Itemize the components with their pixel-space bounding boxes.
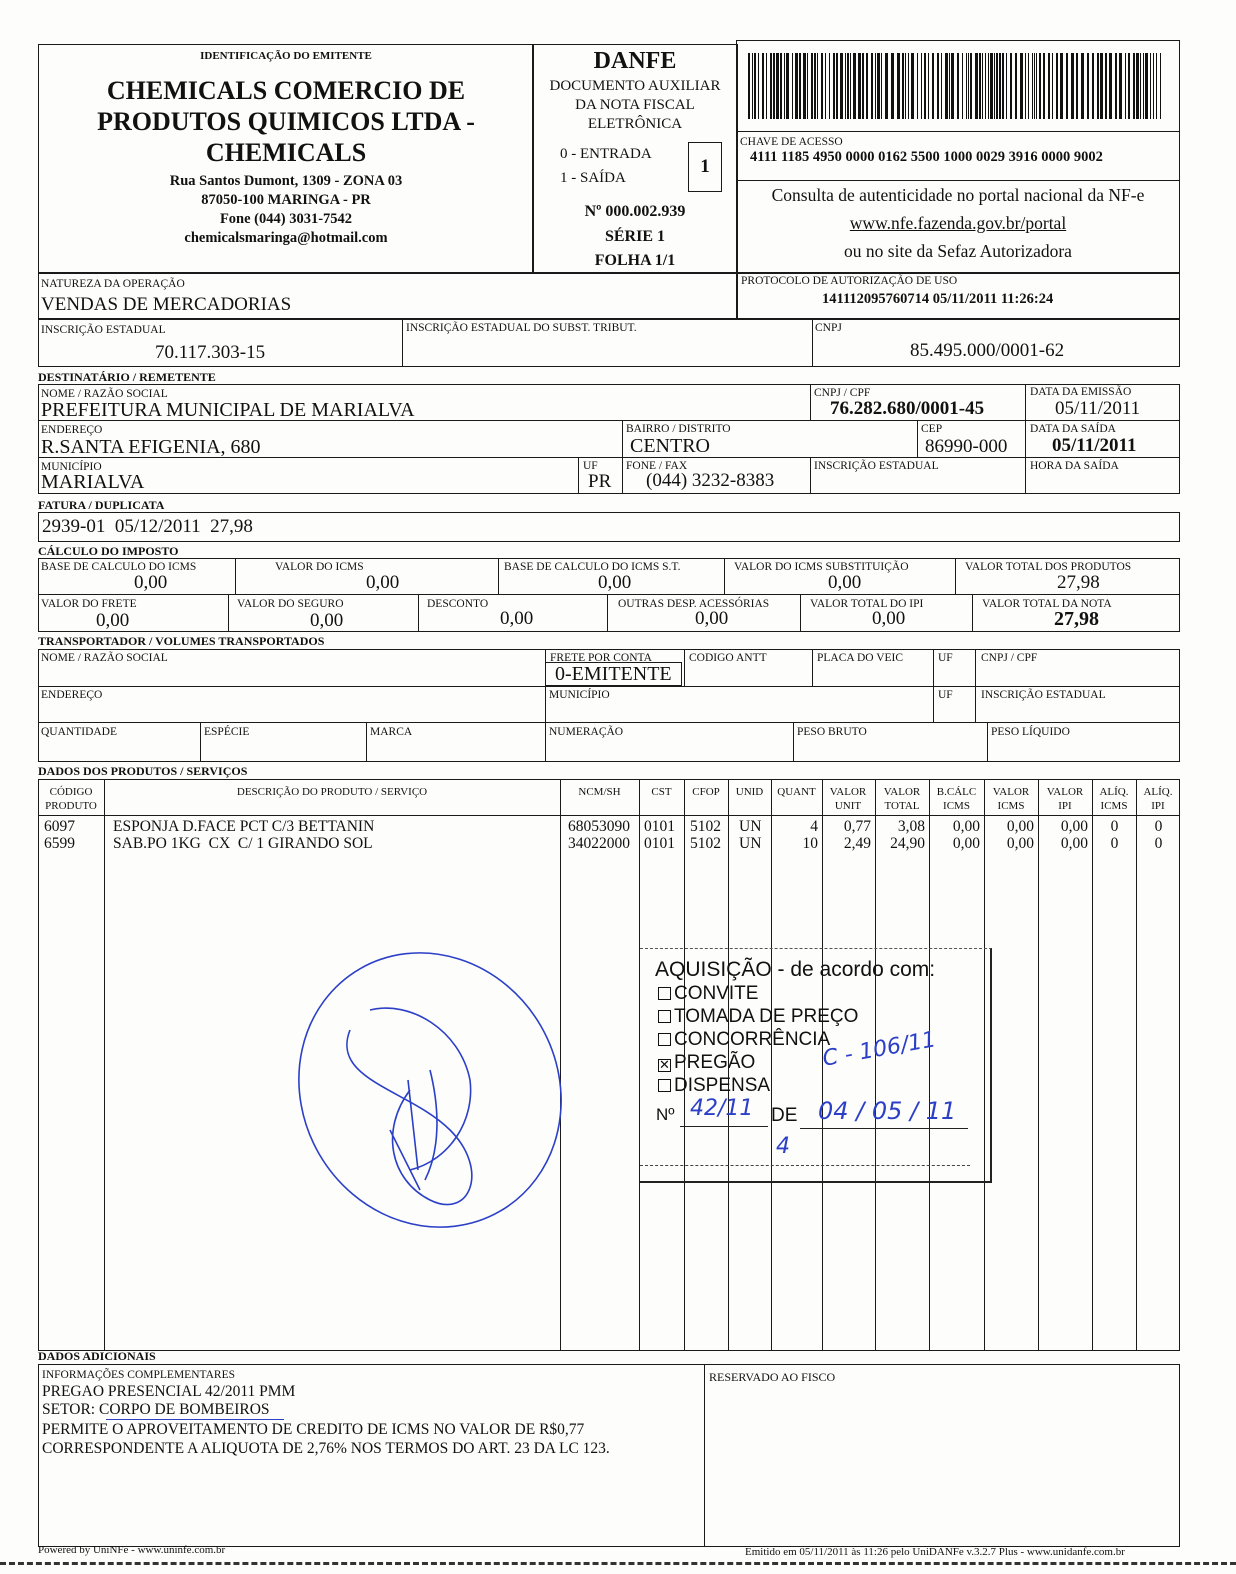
checkbox-convite (658, 987, 671, 1000)
emitente-email: chemicalsmaringa@hotmail.com (184, 230, 388, 246)
barcode-bar (807, 53, 808, 119)
stamp-opt4-label: PREGÃO (674, 1052, 756, 1073)
barcode-bar (1028, 53, 1029, 119)
natureza-value: VENDAS DE MERCADORIAS (41, 294, 292, 315)
barcode-bar (999, 53, 1001, 119)
row1-cst: 0101 (644, 835, 675, 852)
barcode-bar (762, 53, 764, 119)
footer-left: Powered by UniNFe - www.uninfe.com.br (38, 1544, 226, 1556)
danfe-subtitle1: DOCUMENTO AUXILIAR (549, 78, 721, 94)
produtos-section: DADOS DOS PRODUTOS / SERVIÇOS (38, 764, 248, 778)
transp-antt-label: CODIGO ANTT (689, 652, 767, 664)
barcode-bar (962, 53, 963, 119)
barcode-bar (786, 53, 789, 119)
row0-quant: 4 (810, 818, 818, 835)
danfe-title: DANFE (593, 48, 677, 74)
barcode-bar (1002, 53, 1004, 119)
barcode-bar (1115, 53, 1117, 119)
total-nota: 27,98 (1054, 608, 1099, 630)
stamp-opt-convite (658, 983, 758, 1005)
valor-icms-label: VALOR DO ICMS (275, 561, 364, 573)
signature (290, 940, 580, 1250)
barcode-bar (829, 53, 830, 119)
transp-frete: 0-EMITENTE (555, 663, 672, 685)
barcode-bar (985, 53, 986, 119)
info-label: INFORMAÇÕES COMPLEMENTARES (42, 1369, 236, 1381)
emitente-city: 87050-100 MARINGA - PR (201, 192, 371, 208)
row0-codigo: 6097 (44, 818, 75, 835)
info-line2: SETOR: CORPO DE BOMBEIROS (42, 1401, 270, 1418)
transp-uf2-label: UF (938, 689, 953, 701)
produtos-box (38, 779, 1180, 1351)
dest-cep-label: CEP (921, 423, 943, 435)
outras: 0,00 (695, 608, 729, 629)
perforation-line (0, 1562, 1236, 1565)
barcode-bar (1136, 53, 1139, 119)
barcode-bar (840, 53, 843, 119)
stamp-opt-concorrencia (658, 1029, 830, 1051)
barcode-bar (1020, 53, 1023, 119)
transp-nome-label: NOME / RAZÃO SOCIAL (41, 652, 168, 664)
barcode-bar (905, 53, 906, 119)
barcode-bars (748, 53, 1161, 119)
row0-aicms: 0 (1110, 818, 1119, 835)
barcode-bar (917, 53, 918, 119)
danfe-subtitle2: DA NOTA FISCAL (575, 97, 695, 113)
dest-bairro: CENTRO (630, 435, 710, 457)
transp-peso-liquido-label: PESO LÍQUIDO (991, 726, 1070, 738)
dest-bairro-label: BAIRRO / DISTRITO (626, 423, 731, 435)
total-nota-label: VALOR TOTAL DA NOTA (982, 598, 1112, 610)
checkbox-concorrencia (658, 1033, 671, 1046)
base-st-label: BASE DE CALCULO DO ICMS S.T. (504, 561, 681, 573)
barcode-bar (766, 53, 767, 119)
barcode-bar (1052, 53, 1053, 119)
transp-endereco-label: ENDEREÇO (41, 689, 103, 701)
barcode-bar (968, 53, 969, 119)
row1-codigo: 6599 (44, 835, 75, 852)
outras-label: OUTRAS DESP. ACESSÓRIAS (618, 598, 770, 610)
row0-ncm: 68053090 (568, 818, 630, 835)
row1-bcalc: 0,00 (952, 835, 980, 852)
frete: 0,00 (96, 610, 130, 631)
hdr-aicms: ALÍQ. ICMS (1099, 786, 1129, 812)
transp-placa-label: PLACA DO VEIC (817, 652, 904, 664)
destinatario-section: DESTINATÁRIO / REMETENTE (38, 370, 216, 384)
danfe-saida: 1 - SAÍDA (560, 170, 626, 186)
stamp-opt5-label: DISPENSA (674, 1075, 771, 1096)
dest-municipio: MARIALVA (41, 471, 145, 493)
barcode-bar (1128, 53, 1130, 119)
total-prod-label: VALOR TOTAL DOS PRODUTOS (965, 561, 1132, 573)
barcode-bar (1071, 53, 1074, 119)
barcode-bar (1119, 53, 1122, 119)
row1-vunit: 2,49 (843, 835, 871, 852)
barcode-bar (833, 53, 835, 119)
emitente-name-line3: CHEMICALS (205, 138, 367, 167)
ie-st-label: INSCRIÇÃO ESTADUAL DO SUBST. TRIBUT. (406, 322, 637, 334)
seguro: 0,00 (310, 610, 344, 631)
row1-quant: 10 (802, 835, 818, 852)
barcode-bar (1087, 53, 1089, 119)
transp-peso-bruto-label: PESO BRUTO (797, 726, 867, 738)
barcode-bar (982, 53, 983, 119)
row1-aipi: 0 (1154, 835, 1163, 852)
barcode-bar (966, 53, 967, 119)
valor-st-label: VALOR DO ICMS SUBSTITUIÇÃO (734, 561, 909, 573)
barcode-bar (853, 53, 856, 119)
barcode-bar (1076, 53, 1078, 119)
total-prod: 27,98 (1057, 572, 1100, 593)
barcode-bar (792, 53, 793, 119)
barcode-bar (897, 53, 900, 119)
emitente-phone: Fone (044) 3031-7542 (219, 211, 353, 227)
transp-especie-label: ESPÉCIE (204, 726, 250, 738)
base-icms-label: BASE DE CALCULO DO ICMS (41, 561, 197, 573)
barcode-bar (945, 53, 948, 119)
row1-vipi: 0,00 (1060, 835, 1088, 852)
checkbox-pregao-checked: ✕ (659, 1057, 670, 1072)
imposto-section: CÁLCULO DO IMPOSTO (38, 544, 179, 558)
info-line4: CORRESPONDENTE A ALIQUOTA DE 2,76% NOS TERMOS DO ART. 23 DA LC 123. (42, 1440, 610, 1457)
dest-fone-label: FONE / FAX (626, 460, 688, 472)
transporte-section: TRANSPORTADOR / VOLUMES TRANSPORTADOS (38, 634, 325, 648)
danfe-folha: FOLHA 1/1 (594, 252, 676, 269)
barcode-bar (1006, 53, 1007, 119)
barcode-bar (951, 53, 954, 119)
barcode-bar (825, 53, 826, 119)
stamp-no-line (680, 1126, 768, 1127)
dest-nome: PREFEITURA MUNICIPAL DE MARIALVA (41, 399, 415, 421)
frete-label: VALOR DO FRETE (41, 598, 137, 610)
checkbox-tomada (658, 1010, 671, 1023)
barcode-bar (752, 53, 753, 119)
ie-value: 70.117.303-15 (155, 342, 266, 363)
row1-cfop: 5102 (690, 835, 721, 852)
barcode-bar (1015, 53, 1017, 119)
fisco-label: RESERVADO AO FISCO (709, 1370, 836, 1384)
dest-nome-label: NOME / RAZÃO SOCIAL (41, 388, 168, 400)
row1-aicms: 0 (1110, 835, 1119, 852)
barcode-bar (1092, 53, 1094, 119)
barcode-bar (758, 53, 759, 119)
protocolo-value: 141112095760714 05/11/2011 11:26:24 (822, 291, 1054, 307)
barcode-bar (1056, 53, 1058, 119)
barcode-bar (1048, 53, 1050, 119)
hand-extra: 4 (776, 1134, 790, 1159)
fatura-section: FATURA / DUPLICATA (38, 498, 165, 512)
barcode-bar (1140, 53, 1141, 119)
stamp-title: AQUISIÇÃO - de acordo com: (655, 958, 936, 981)
barcode-bar (780, 53, 782, 119)
danfe-numero: Nº 000.002.939 (584, 203, 686, 220)
barcode-bar (845, 53, 846, 119)
barcode-bar (970, 53, 972, 119)
barcode-bar (1036, 53, 1037, 119)
dest-hora-label: HORA DA SAÍDA (1030, 460, 1119, 472)
hdr-bcalc: B.CÁLC ICMS (936, 786, 977, 812)
dest-endereco-label: ENDEREÇO (41, 424, 103, 436)
hand-number: 42/11 (690, 1096, 754, 1121)
barcode-bar (994, 53, 995, 119)
cnpj-label: CNPJ (815, 322, 842, 334)
barcode-bar (877, 53, 880, 119)
barcode-bar (1145, 53, 1148, 119)
stamp-opt-tomada (658, 1006, 858, 1028)
row1-unid: UN (739, 835, 762, 852)
natureza-label: NATUREZA DA OPERAÇÃO (41, 278, 185, 290)
hdr-quant: QUANT (777, 786, 816, 798)
stamp-opt3-label: CONCORRÊNCIA (674, 1029, 831, 1050)
dest-cnpj: 76.282.680/0001-45 (830, 398, 985, 419)
transp-uf-label: UF (938, 652, 953, 664)
barcode-bar (891, 53, 894, 119)
barcode-bar (1034, 53, 1035, 119)
barcode-bar (871, 53, 873, 119)
valor-icms: 0,00 (366, 572, 400, 593)
hdr-unid: UNID (735, 786, 764, 798)
stamp-opt2-label: TOMADA DE PREÇO (674, 1006, 859, 1027)
barcode-bar (996, 53, 998, 119)
hand-date: 04 / 05 / 11 (818, 1097, 957, 1125)
transp-cnpj-label: CNPJ / CPF (981, 652, 1038, 664)
row0-descricao: ESPONJA D.FACE PCT C/3 BETTANIN (113, 818, 375, 835)
barcode-bar (866, 53, 868, 119)
ipi-label: VALOR TOTAL DO IPI (810, 598, 924, 610)
row0-vicms: 0,00 (1006, 818, 1034, 835)
stamp-bottom-line (640, 1165, 970, 1166)
barcode-bar (770, 53, 772, 119)
barcode-bar (1153, 53, 1154, 119)
row0-cfop: 5102 (690, 818, 721, 835)
barcode-bar (773, 53, 775, 119)
info-line3: PERMITE O APROVEITAMENTO DE CREDITO DE ICMS NO VALOR DE R$0,77 (42, 1421, 585, 1438)
dest-saida-label: DATA DA SAÍDA (1030, 423, 1116, 435)
barcode-bar (836, 53, 838, 119)
barcode-bar (799, 53, 801, 119)
emitente-name-line2: PRODUTOS QUIMICOS LTDA - (97, 107, 475, 136)
barcode-bar (821, 53, 823, 119)
barcode-bar (817, 53, 818, 119)
barcode-bar (932, 53, 934, 119)
barcode-bar (814, 53, 816, 119)
consulta-line1: Consulta de autenticidade no portal nacional da NF-e (771, 185, 1145, 205)
danfe-subtitle3: ELETRÔNICA (587, 116, 683, 132)
consulta-line3: ou no site da Sefaz Autorizadora (844, 241, 1072, 261)
hdr-codigo: CÓDIGO PRODUTO (45, 786, 97, 812)
barcode-bar (990, 53, 993, 119)
barcode-bar (1133, 53, 1135, 119)
row0-cst: 0101 (644, 818, 675, 835)
dest-fone: (044) 3232-8383 (646, 470, 775, 491)
chave-label: CHAVE DE ACESSO (740, 136, 843, 148)
barcode-bar (748, 53, 750, 119)
stamp-no-label: Nº (656, 1105, 675, 1124)
barcode-bar (975, 53, 978, 119)
hdr-vunit: VALOR UNIT (829, 786, 867, 812)
chave-value: 4111 1185 4950 0000 0162 5500 1000 0029 3916 0000 9002 (750, 149, 1103, 165)
dest-cnpj-label: CNPJ / CPF (814, 387, 871, 399)
barcode-bar (1066, 53, 1068, 119)
barcode-bar (908, 53, 909, 119)
danfe-entrada: 0 - ENTRADA (560, 146, 652, 162)
hdr-descricao: DESCRIÇÃO DO PRODUTO / SERVIÇO (236, 786, 428, 798)
danfe-serie: SÉRIE 1 (604, 228, 666, 245)
danfe-tipo-box: 1 (688, 142, 722, 192)
barcode-bar (1025, 53, 1026, 119)
barcode-bar (862, 53, 864, 119)
barcode-bar (1043, 53, 1045, 119)
barcode-bar (937, 53, 939, 119)
stamp-opt1-label: CONVITE (674, 983, 759, 1004)
barcode-bar (1097, 53, 1099, 119)
barcode-bar (881, 53, 882, 119)
dest-saida: 05/11/2011 (1052, 435, 1137, 456)
barcode-bar (941, 53, 942, 119)
dest-municipio-label: MUNICÍPIO (41, 461, 102, 473)
barcode-bar (911, 53, 914, 119)
dest-emissao-label: DATA DA EMISSÃO (1030, 386, 1132, 398)
barcode-bar (1160, 53, 1161, 119)
barcode-bar (1032, 53, 1033, 119)
desconto: 0,00 (500, 608, 534, 629)
consulta-url-link[interactable]: www.nfe.fazenda.gov.br/portal (849, 213, 1067, 233)
barcode-bar (795, 53, 798, 119)
row1-descricao: SAB.PO 1KG CX C/ 1 GIRANDO SOL (113, 835, 373, 852)
dest-uf-label: UF (583, 460, 598, 472)
barcode-bar (1150, 53, 1151, 119)
barcode-bar (776, 53, 779, 119)
emitente-address: Rua Santos Dumont, 1309 - ZONA 03 (169, 173, 403, 189)
barcode-bar (988, 53, 989, 119)
dest-cep: 86990-000 (925, 436, 1008, 457)
barcode-bar (1125, 53, 1126, 119)
hdr-cfop: CFOP (692, 786, 720, 798)
row1-ncm: 34022000 (568, 835, 630, 852)
valor-st: 0,00 (828, 572, 862, 593)
hdr-ncm: NCM/SH (578, 786, 621, 798)
stamp-opt-dispensa (658, 1075, 770, 1097)
dest-uf: PR (588, 471, 612, 492)
barcode-bar (924, 53, 926, 119)
transp-ie-label: INSCRIÇÃO ESTADUAL (981, 689, 1106, 701)
barcode-bar (928, 53, 929, 119)
emitente-name-line1: CHEMICALS COMERCIO DE (106, 76, 466, 105)
ipi: 0,00 (872, 608, 906, 629)
info-line1: PREGAO PRESENCIAL 42/2011 PMM (42, 1383, 296, 1400)
hdr-vipi: VALOR IPI (1046, 786, 1084, 812)
transp-marca-label: MARCA (370, 726, 413, 738)
barcode-bar (957, 53, 959, 119)
barcode-bar (1105, 53, 1107, 119)
barcode-bar (921, 53, 922, 119)
dest-emissao: 05/11/2011 (1055, 398, 1141, 419)
barcode-bar (875, 53, 876, 119)
hdr-cst: CST (651, 786, 672, 798)
protocolo-label: PROTOCOLO DE AUTORIZAÇÃO DE USO (741, 275, 958, 287)
barcode-bar (803, 53, 806, 119)
row0-vtotal: 3,08 (897, 818, 925, 835)
hdr-aipi: ALÍQ. IPI (1143, 786, 1173, 812)
transp-municipio-label: MUNICÍPIO (549, 689, 610, 701)
row0-vunit: 0,77 (843, 818, 871, 835)
seguro-label: VALOR DO SEGURO (237, 598, 344, 610)
dest-ie-label: INSCRIÇÃO ESTADUAL (814, 460, 939, 472)
dest-endereco: R.SANTA EFIGENIA, 680 (41, 436, 261, 458)
barcode-bar (885, 53, 888, 119)
barcode-bar (811, 53, 813, 119)
hdr-vtotal: VALOR TOTAL (883, 786, 921, 812)
base-st: 0,00 (598, 572, 632, 593)
barcode-bar (1060, 53, 1063, 119)
hdr-vicms: VALOR ICMS (992, 786, 1030, 812)
ie-label: INSCRIÇÃO ESTADUAL (41, 324, 166, 336)
barcode-bar (949, 53, 950, 119)
barcode-bar (1156, 53, 1157, 119)
barcode-bar (1081, 53, 1084, 119)
fatura-value: 2939-01 05/12/2011 27,98 (42, 516, 253, 537)
barcode-bar (754, 53, 756, 119)
row1-vicms: 0,00 (1006, 835, 1034, 852)
cnpj-value: 85.495.000/0001-62 (910, 340, 1065, 361)
barcode-bar (1143, 53, 1144, 119)
barcode-bar (979, 53, 981, 119)
checkbox-dispensa (658, 1079, 671, 1092)
emitente-header: IDENTIFICAÇÃO DO EMITENTE (200, 50, 372, 62)
transp-numeracao-label: NUMERAÇÃO (549, 726, 624, 738)
barcode-bar (1100, 53, 1103, 119)
info-underline (106, 1419, 284, 1420)
hand-note: C - 106/11 (820, 1027, 938, 1072)
stamp-de-label: DE (771, 1105, 798, 1126)
desconto-label: DESCONTO (427, 598, 489, 610)
barcode-bar (1039, 53, 1041, 119)
barcode-bar (858, 53, 861, 119)
row0-aipi: 0 (1154, 818, 1163, 835)
footer-right: Emitido em 05/11/2011 às 11:26 pelo UniDANFe v.3.2.7 Plus - www.unidanfe.com.br (745, 1546, 1125, 1558)
adicionais-section: DADOS ADICIONAIS (38, 1349, 156, 1363)
barcode-bar (850, 53, 851, 119)
barcode-bar (847, 53, 849, 119)
transp-frete-label: FRETE POR CONTA (550, 652, 652, 664)
stamp-opt-pregao (658, 1052, 755, 1074)
barcode-bar (1010, 53, 1012, 119)
stamp-de-line (800, 1128, 968, 1129)
row0-unid: UN (739, 818, 762, 835)
row0-bcalc: 0,00 (952, 818, 980, 835)
barcode-bar (1109, 53, 1112, 119)
row1-vtotal: 24,90 (890, 835, 925, 852)
transp-frete-box (545, 662, 682, 686)
barcode-bar (784, 53, 785, 119)
transp-quantidade-label: QUANTIDADE (41, 726, 118, 738)
base-icms: 0,00 (134, 572, 168, 593)
barcode (748, 53, 1166, 119)
barcode-bar (902, 53, 904, 119)
row0-vipi: 0,00 (1060, 818, 1088, 835)
